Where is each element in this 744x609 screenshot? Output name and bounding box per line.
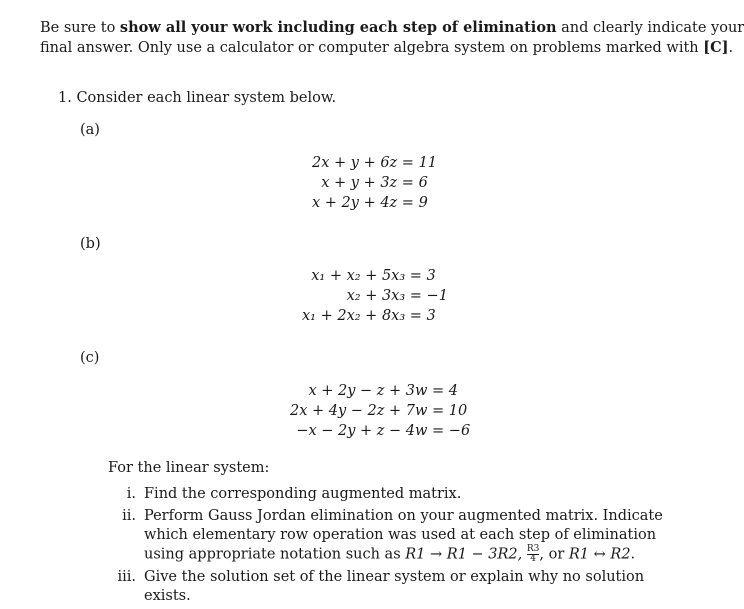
equation-lhs: −x − 2y + z − 4w <box>296 423 428 439</box>
equation-rhs: = 10 <box>427 403 468 419</box>
equation-lhs: x + 2y + 4z <box>312 195 398 211</box>
task-item-iii: iii. Give the solution set of the linear system or explain why no solution exists. <box>117 568 645 604</box>
task-item-i: i. Find the corresponding augmented matrix. <box>126 486 462 502</box>
equation-lhs: x + 2y − z + 3w <box>308 383 428 399</box>
equation-rhs: = 3 <box>405 308 436 324</box>
instructions: Be sure to show all your work including each step of elimination and clearly indicate your final answer. Only use a calculator or computer algebra system on problems marked with [C]. <box>40 19 744 56</box>
equation-rhs: = 4 <box>427 383 459 399</box>
calculator-marker: [C] <box>703 39 729 56</box>
system-b <box>302 268 448 324</box>
equation-lhs: x₁ + x₂ + 5x₃ <box>311 268 406 284</box>
problem-1-heading: 1. Consider each linear system below. <box>58 90 337 106</box>
task-item-ii: ii. Perform Gauss Jordan elimination on your augmented matrix. Indicate which elementary row operation was used at each step of elimination using appropriate notation such as R1 → R1 − 3R2, $\frac{R3}{4}$ , or R1 ↔ R2. <box>122 508 663 564</box>
equation-rhs: = 6 <box>397 175 428 191</box>
part-a-label: (a) <box>80 122 100 138</box>
row-swap-example: R1 ↔ R2 <box>568 546 631 563</box>
equation-rhs: = −1 <box>405 288 448 304</box>
equation-rhs: = 9 <box>397 195 428 211</box>
equation-lhs: 2x + y + 6z <box>312 155 398 171</box>
part-b-label: (b) <box>80 236 101 252</box>
system-c <box>290 383 470 439</box>
task-list <box>108 485 668 609</box>
row-op-fraction: $\frac{R3}{4}$ <box>526 544 540 564</box>
task-heading: For the linear system: <box>108 460 270 476</box>
part-c-label: (c) <box>80 350 100 366</box>
equation-rhs: = −6 <box>427 423 471 439</box>
row-op-example: R1 → R1 − 3R2, <box>405 546 523 563</box>
equation-lhs: x + y + 3z <box>321 175 398 191</box>
system-a <box>312 155 437 211</box>
equation-lhs: 2x + 4y − 2z + 7w <box>290 403 428 419</box>
equation-rhs: = 3 <box>405 268 436 284</box>
equation-rhs: = 11 <box>397 155 438 171</box>
instruction-emphasis: show all your work including each step of elimination <box>119 19 557 36</box>
equation-lhs: x₂ + 3x₃ <box>346 288 406 304</box>
equation-lhs: x₁ + 2x₂ + 8x₃ <box>302 308 406 324</box>
